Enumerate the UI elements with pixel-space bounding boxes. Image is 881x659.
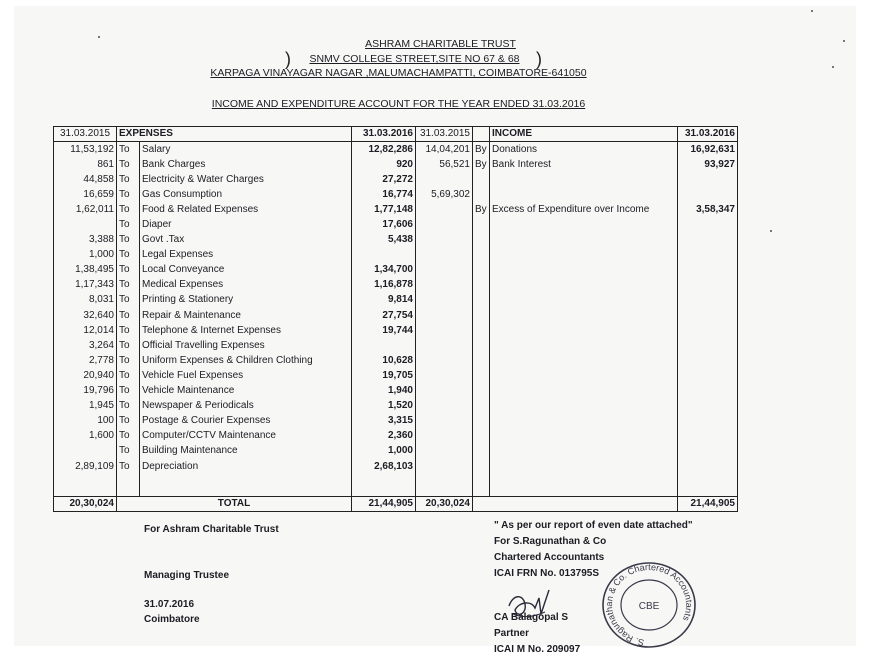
total-prev-year-income: 20,30,024 <box>416 497 473 512</box>
prev-year-income-amount <box>416 444 473 459</box>
prev-year-amount: 3,264 <box>54 338 117 353</box>
income-label: Donations <box>490 142 678 158</box>
expense-label: Electricity & Water Charges <box>140 172 352 187</box>
to-marker: To <box>117 157 140 172</box>
expense-label: Telephone & Internet Expenses <box>140 323 352 338</box>
scan-speck <box>843 40 845 42</box>
income-label <box>490 308 678 323</box>
curr-year-amount: 16,774 <box>352 187 416 202</box>
table-row <box>54 233 738 248</box>
scan-speck <box>770 230 772 232</box>
report-note: " As per our report of even date attached" <box>494 520 693 531</box>
membership-number: ICAI M No. 209097 <box>494 644 581 652</box>
table-row <box>54 308 738 323</box>
to-marker: To <box>117 172 140 187</box>
expense-label: Gas Consumption <box>140 187 352 202</box>
prev-year-income-amount <box>416 368 473 383</box>
spacer-cell <box>678 474 738 497</box>
by-marker <box>473 293 490 308</box>
prev-year-income-amount <box>416 263 473 278</box>
spacer-cell <box>54 474 117 497</box>
address-line-2: KARPAGA VINAYAGAR NAGAR ,MALUMACHAMPATTI, COIMBATORE-641050 <box>210 67 587 79</box>
table-row <box>54 368 738 383</box>
income-label <box>490 444 678 459</box>
curr-year-amount: 1,34,700 <box>352 263 416 278</box>
curr-year-income-amount <box>678 293 738 308</box>
income-label <box>490 172 678 187</box>
prev-year-amount: 1,000 <box>54 248 117 263</box>
curr-year-income-amount <box>678 278 738 293</box>
income-label <box>490 399 678 414</box>
income-label <box>490 233 678 248</box>
prev-year-amount: 11,53,192 <box>54 142 117 158</box>
prev-year-income-amount <box>416 308 473 323</box>
prev-year-amount: 16,659 <box>54 187 117 202</box>
by-marker <box>473 459 490 474</box>
prev-year-income-amount <box>416 278 473 293</box>
table-row <box>54 157 738 172</box>
to-marker: To <box>117 444 140 459</box>
col-prev-year-income: 31.03.2015 <box>416 127 473 142</box>
curr-year-amount: 27,272 <box>352 172 416 187</box>
col-expenses: EXPENSES <box>117 127 352 142</box>
org-name: ASHRAM CHARITABLE TRUST <box>365 38 516 50</box>
partner-signature <box>505 584 565 626</box>
curr-year-income-amount <box>678 187 738 202</box>
spacer-cell <box>490 474 678 497</box>
curr-year-income-amount <box>678 323 738 338</box>
by-marker <box>473 429 490 444</box>
prev-year-income-amount <box>416 172 473 187</box>
curr-year-income-amount <box>678 172 738 187</box>
income-label <box>490 353 678 368</box>
prev-year-amount: 1,62,011 <box>54 202 117 217</box>
table-row <box>54 459 738 474</box>
total-label: TOTAL <box>117 497 352 512</box>
report-date: 31.07.2016 <box>144 599 195 610</box>
expense-label: Local Conveyance <box>140 263 352 278</box>
to-marker: To <box>117 353 140 368</box>
spacer-cell <box>140 474 352 497</box>
to-marker: To <box>117 414 140 429</box>
prev-year-amount: 20,940 <box>54 368 117 383</box>
curr-year-income-amount <box>678 444 738 459</box>
table-header-row <box>54 127 738 142</box>
expense-label: Computer/CCTV Maintenance <box>140 429 352 444</box>
firm-type: Chartered Accountants <box>494 552 605 563</box>
total-curr-year-income: 21,44,905 <box>678 497 738 512</box>
table-row <box>54 353 738 368</box>
by-marker <box>473 368 490 383</box>
prev-year-income-amount <box>416 414 473 429</box>
total-curr-year: 21,44,905 <box>352 497 416 512</box>
curr-year-amount: 920 <box>352 157 416 172</box>
table-row <box>54 429 738 444</box>
curr-year-income-amount <box>678 338 738 353</box>
to-marker: To <box>117 263 140 278</box>
expense-label: Postage & Courier Expenses <box>140 414 352 429</box>
prev-year-income-amount <box>416 217 473 232</box>
spacer-cell <box>416 474 473 497</box>
income-label <box>490 248 678 263</box>
prev-year-income-amount <box>416 429 473 444</box>
spacer-row <box>54 474 738 497</box>
by-marker <box>473 248 490 263</box>
expense-label: Diaper <box>140 217 352 232</box>
trustee-title: Managing Trustee <box>144 570 230 581</box>
curr-year-amount: 1,77,148 <box>352 202 416 217</box>
to-marker: To <box>117 278 140 293</box>
spacer-cell <box>473 474 490 497</box>
to-marker: To <box>117 248 140 263</box>
by-marker <box>473 353 490 368</box>
seal-ring-text: S. Ragunathan & Co. Chartered Accountants <box>603 561 695 648</box>
prev-year-income-amount <box>416 202 473 217</box>
col-prev-year: 31.03.2015 <box>54 127 117 142</box>
prev-year-amount <box>54 444 117 459</box>
table-row <box>54 217 738 232</box>
curr-year-amount: 1,520 <box>352 399 416 414</box>
expense-label: Food & Related Expenses <box>140 202 352 217</box>
curr-year-income-amount <box>678 384 738 399</box>
prev-year-income-amount <box>416 384 473 399</box>
prev-year-amount: 2,778 <box>54 353 117 368</box>
prev-year-income-amount: 5,69,302 <box>416 187 473 202</box>
expense-label: Salary <box>140 142 352 158</box>
income-label <box>490 293 678 308</box>
to-marker: To <box>117 323 140 338</box>
by-marker <box>473 187 490 202</box>
expense-label: Govt .Tax <box>140 233 352 248</box>
by-marker <box>473 444 490 459</box>
total-prev-year: 20,30,024 <box>54 497 117 512</box>
expense-label: Newspaper & Periodicals <box>140 399 352 414</box>
by-marker <box>473 323 490 338</box>
table-row <box>54 202 738 217</box>
trust-signatory-label: For Ashram Charitable Trust <box>144 524 279 535</box>
curr-year-income-amount: 93,927 <box>678 157 738 172</box>
expense-label: Bank Charges <box>140 157 352 172</box>
expense-label: Depreciation <box>140 459 352 474</box>
income-label <box>490 459 678 474</box>
curr-year-income-amount <box>678 459 738 474</box>
curr-year-amount: 5,438 <box>352 233 416 248</box>
col-by-spacer <box>473 127 490 142</box>
curr-year-amount: 2,360 <box>352 429 416 444</box>
to-marker: To <box>117 399 140 414</box>
prev-year-amount <box>54 217 117 232</box>
income-label: Excess of Expenditure over Income <box>490 202 678 217</box>
scan-speck <box>832 66 834 68</box>
income-label <box>490 384 678 399</box>
curr-year-amount: 2,68,103 <box>352 459 416 474</box>
prev-year-amount: 1,945 <box>54 399 117 414</box>
curr-year-income-amount <box>678 399 738 414</box>
income-label <box>490 278 678 293</box>
prev-year-income-amount <box>416 293 473 308</box>
prev-year-amount: 861 <box>54 157 117 172</box>
curr-year-amount <box>352 248 416 263</box>
expense-label: Legal Expenses <box>140 248 352 263</box>
to-marker: To <box>117 142 140 158</box>
to-marker: To <box>117 217 140 232</box>
curr-year-amount: 9,814 <box>352 293 416 308</box>
income-label <box>490 323 678 338</box>
by-marker <box>473 338 490 353</box>
curr-year-amount: 1,000 <box>352 444 416 459</box>
bracket-left-decoration: ) <box>285 49 291 69</box>
curr-year-amount: 10,628 <box>352 353 416 368</box>
curr-year-amount: 1,940 <box>352 384 416 399</box>
auditor-seal-stamp <box>598 560 700 650</box>
curr-year-income-amount <box>678 248 738 263</box>
curr-year-income-amount: 3,58,347 <box>678 202 738 217</box>
address-line-1: SNMV COLLEGE STREET,SITE NO 67 & 68 <box>309 53 520 65</box>
income-label <box>490 263 678 278</box>
expense-label: Repair & Maintenance <box>140 308 352 323</box>
to-marker: To <box>117 384 140 399</box>
prev-year-income-amount: 56,521 <box>416 157 473 172</box>
to-marker: To <box>117 429 140 444</box>
to-marker: To <box>117 459 140 474</box>
table-row <box>54 323 738 338</box>
income-label <box>490 338 678 353</box>
prev-year-income-amount <box>416 248 473 263</box>
curr-year-income-amount <box>678 414 738 429</box>
prev-year-amount: 1,38,495 <box>54 263 117 278</box>
table-row <box>54 278 738 293</box>
to-marker: To <box>117 187 140 202</box>
by-marker <box>473 278 490 293</box>
prev-year-income-amount <box>416 323 473 338</box>
prev-year-amount: 44,858 <box>54 172 117 187</box>
curr-year-income-amount <box>678 429 738 444</box>
income-expenditure-table <box>53 126 738 512</box>
by-marker <box>473 384 490 399</box>
expense-label: Medical Expenses <box>140 278 352 293</box>
table-row <box>54 384 738 399</box>
prev-year-amount: 1,17,343 <box>54 278 117 293</box>
statement-title: INCOME AND EXPENDITURE ACCOUNT FOR THE YEAR ENDED 31.03.2016 <box>211 98 586 110</box>
curr-year-income-amount <box>678 263 738 278</box>
prev-year-amount: 3,388 <box>54 233 117 248</box>
curr-year-amount: 12,82,286 <box>352 142 416 158</box>
expense-label: Vehicle Maintenance <box>140 384 352 399</box>
curr-year-income-amount <box>678 233 738 248</box>
curr-year-amount: 1,16,878 <box>352 278 416 293</box>
by-marker <box>473 414 490 429</box>
curr-year-amount: 27,754 <box>352 308 416 323</box>
by-marker: By <box>473 202 490 217</box>
by-marker <box>473 172 490 187</box>
curr-year-income-amount <box>678 308 738 323</box>
expense-label: Uniform Expenses & Children Clothing <box>140 353 352 368</box>
prev-year-income-amount <box>416 353 473 368</box>
table-row <box>54 293 738 308</box>
seal-center-text: CBE <box>638 601 660 612</box>
firm-registration: ICAI FRN No. 013795S <box>494 568 600 579</box>
prev-year-income-amount: 14,04,201 <box>416 142 473 158</box>
table-row <box>54 172 738 187</box>
curr-year-income-amount <box>678 217 738 232</box>
bracket-right-decoration: ) <box>536 49 542 69</box>
income-label <box>490 414 678 429</box>
total-blank <box>473 497 678 512</box>
expense-label: Official Travelling Expenses <box>140 338 352 353</box>
table-row <box>54 142 738 158</box>
col-curr-year: 31.03.2016 <box>352 127 416 142</box>
partner-title: Partner <box>494 628 530 639</box>
prev-year-amount: 32,640 <box>54 308 117 323</box>
col-income: INCOME <box>490 127 678 142</box>
by-marker <box>473 308 490 323</box>
expense-label: Printing & Stationery <box>140 293 352 308</box>
income-label <box>490 429 678 444</box>
spacer-cell <box>352 474 416 497</box>
by-marker <box>473 233 490 248</box>
firm-name: For S.Ragunathan & Co <box>494 536 607 547</box>
by-marker: By <box>473 142 490 158</box>
report-place: Coimbatore <box>144 614 200 625</box>
expense-label: Building Maintenance <box>140 444 352 459</box>
prev-year-income-amount <box>416 459 473 474</box>
table-row <box>54 414 738 429</box>
prev-year-income-amount <box>416 338 473 353</box>
by-marker <box>473 399 490 414</box>
scan-speck <box>98 36 100 38</box>
prev-year-amount: 8,031 <box>54 293 117 308</box>
prev-year-income-amount <box>416 233 473 248</box>
income-label: Bank Interest <box>490 157 678 172</box>
expense-label: Vehicle Fuel Expenses <box>140 368 352 383</box>
prev-year-amount: 100 <box>54 414 117 429</box>
curr-year-amount: 17,606 <box>352 217 416 232</box>
income-label <box>490 187 678 202</box>
table-row <box>54 444 738 459</box>
table-row <box>54 399 738 414</box>
prev-year-amount: 19,796 <box>54 384 117 399</box>
curr-year-income-amount: 16,92,631 <box>678 142 738 158</box>
by-marker: By <box>473 157 490 172</box>
table-row <box>54 248 738 263</box>
income-label <box>490 368 678 383</box>
to-marker: To <box>117 308 140 323</box>
prev-year-income-amount <box>416 399 473 414</box>
to-marker: To <box>117 338 140 353</box>
to-marker: To <box>117 233 140 248</box>
scan-speck <box>811 10 813 12</box>
income-label <box>490 217 678 232</box>
curr-year-amount: 19,705 <box>352 368 416 383</box>
curr-year-income-amount <box>678 353 738 368</box>
table-row <box>54 187 738 202</box>
to-marker: To <box>117 293 140 308</box>
curr-year-income-amount <box>678 368 738 383</box>
prev-year-amount: 12,014 <box>54 323 117 338</box>
prev-year-amount: 1,600 <box>54 429 117 444</box>
curr-year-amount: 3,315 <box>352 414 416 429</box>
table-row <box>54 338 738 353</box>
prev-year-amount: 2,89,109 <box>54 459 117 474</box>
curr-year-amount <box>352 338 416 353</box>
col-curr-year-income: 31.03.2016 <box>678 127 738 142</box>
to-marker: To <box>117 202 140 217</box>
spacer-cell <box>117 474 140 497</box>
curr-year-amount: 19,744 <box>352 323 416 338</box>
total-row <box>54 497 738 512</box>
to-marker: To <box>117 368 140 383</box>
table-row <box>54 263 738 278</box>
by-marker <box>473 263 490 278</box>
by-marker <box>473 217 490 232</box>
partner-name: CA Balagopal S <box>494 612 569 623</box>
